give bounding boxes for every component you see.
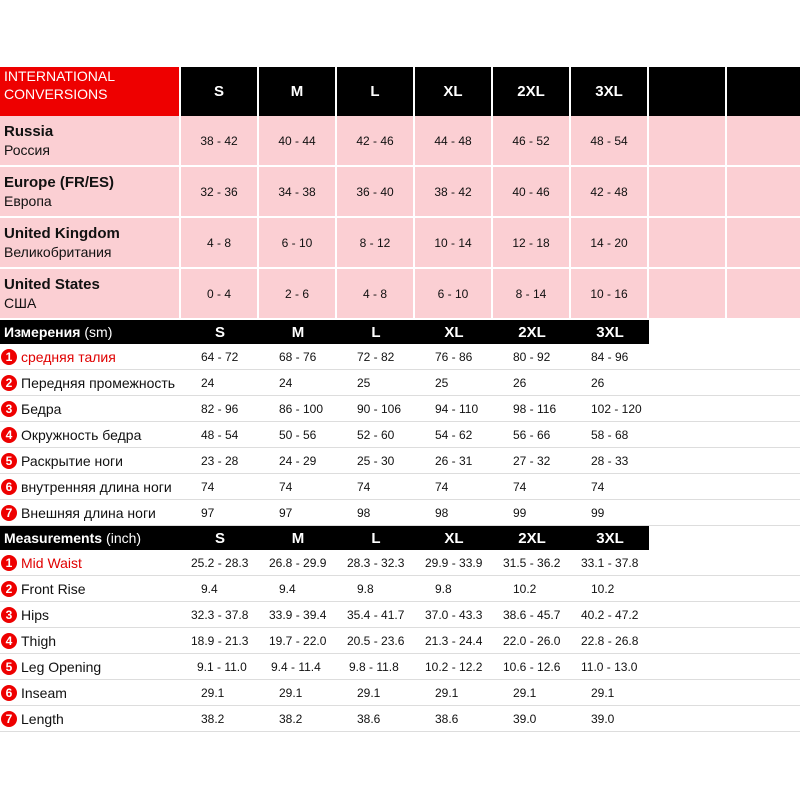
country-name-ru: Европа [4, 192, 52, 209]
country-name-ru: США [4, 294, 37, 311]
measurement-value: 31.5 - 36.2 [503, 555, 561, 570]
size-value: 48 - 54 [571, 116, 649, 165]
conversion-row-us [0, 269, 800, 320]
size-value: 2 - 6 [259, 269, 337, 318]
measurement-name: внутренняя длина ноги [21, 478, 172, 495]
size-value: 34 - 38 [259, 167, 337, 216]
size-header-l: L [371, 323, 381, 341]
measurement-value: 99 [591, 505, 605, 520]
measurement-name: средняя талия [21, 348, 116, 365]
measurement-value: 74 [513, 479, 527, 494]
measurement-name: Thigh [21, 632, 57, 649]
size-value: 8 - 14 [493, 269, 571, 318]
size-value: 4 - 8 [181, 218, 259, 267]
measurement-value: 38.6 [435, 711, 459, 726]
measurement-name: Hips [21, 606, 50, 623]
measurement-label [0, 654, 181, 679]
measurement-value: 28 - 33 [591, 453, 629, 468]
measurement-value: 56 - 66 [513, 427, 551, 442]
measurement-value: 86 - 100 [279, 401, 324, 416]
measurement-name: Inseam [21, 684, 67, 701]
section-unit: (sm) [84, 324, 113, 340]
measurement-value: 28.3 - 32.3 [347, 555, 405, 570]
measurement-row [0, 680, 800, 706]
size-header-s: S [214, 529, 225, 547]
size-header-l: L [371, 529, 381, 547]
empty-cell [727, 269, 800, 318]
number-badge-icon: 5 [1, 453, 17, 469]
country-name: Europe (FR/ES) [4, 173, 115, 191]
size-header-3xl: 3XL [571, 67, 649, 116]
measurement-value: 21.3 - 24.4 [425, 633, 483, 648]
measurement-value: 38.2 [201, 711, 225, 726]
number-badge-icon: 5 [1, 659, 17, 675]
size-header-xl: XL [444, 323, 464, 341]
empty-cell [649, 218, 727, 267]
size-header-3xl: 3XL [596, 529, 624, 547]
measurement-value: 19.7 - 22.0 [269, 633, 327, 648]
conversion-label [0, 167, 181, 216]
measurement-label [0, 448, 181, 473]
measurement-value: 10.2 [591, 581, 615, 596]
measurement-value: 25 - 30 [357, 453, 395, 468]
measurement-value: 48 - 54 [201, 427, 239, 442]
measurement-name: Leg Opening [21, 658, 102, 675]
measurement-row [0, 474, 800, 500]
size-header-m: M [291, 529, 305, 547]
size-value: 38 - 42 [415, 167, 493, 216]
size-value: 10 - 16 [571, 269, 649, 318]
measurement-value: 9.8 [357, 581, 374, 596]
measurement-value: 9.8 - 11.8 [349, 659, 399, 674]
measurement-value: 25 [435, 375, 449, 390]
measurement-value: 24 [201, 375, 215, 390]
measurement-label [0, 550, 181, 575]
measurement-row [0, 706, 800, 732]
conversions-title-line2: CONVERSIONS [4, 86, 108, 102]
measurement-value: 52 - 60 [357, 427, 395, 442]
size-header-2xl: 2XL [493, 67, 571, 116]
measurement-value: 99 [513, 505, 527, 520]
size-header-l: L [337, 67, 415, 116]
measurement-value: 25.2 - 28.3 [191, 555, 249, 570]
measurement-value: 74 [591, 479, 605, 494]
section-unit: (inch) [106, 530, 142, 546]
measurement-value: 27 - 32 [513, 453, 551, 468]
measurement-value: 37.0 - 43.3 [425, 607, 483, 622]
empty-cell [727, 167, 800, 216]
size-value: 46 - 52 [493, 116, 571, 165]
number-badge-icon: 1 [1, 555, 17, 571]
measurement-label [0, 680, 181, 705]
measurement-value: 94 - 110 [435, 401, 479, 416]
measurement-name: Передняя промежность [21, 374, 176, 391]
size-chart [0, 67, 800, 732]
country-name: United States [4, 275, 100, 293]
measurement-value: 97 [201, 505, 215, 520]
conversion-row-russia [0, 116, 800, 167]
conversion-row-europe [0, 167, 800, 218]
number-badge-icon: 2 [1, 375, 17, 391]
measurement-value: 11.0 - 13.0 [581, 659, 638, 674]
measurement-value: 22.0 - 26.0 [503, 633, 561, 648]
size-header-2xl: 2XL [518, 323, 546, 341]
measurement-name: Окружность бедра [21, 426, 142, 443]
measurement-value: 98 - 116 [513, 401, 557, 416]
measurement-row [0, 500, 800, 526]
empty-header-cell [649, 526, 800, 550]
size-value: 6 - 10 [259, 218, 337, 267]
measurement-name: Length [21, 710, 64, 727]
number-badge-icon: 7 [1, 505, 17, 521]
measurement-name: Раскрытие ноги [21, 452, 123, 469]
conversion-row-uk [0, 218, 800, 269]
measurement-value: 64 - 72 [201, 349, 239, 364]
number-badge-icon: 3 [1, 401, 17, 417]
measurement-row [0, 602, 800, 628]
measurement-value: 40.2 - 47.2 [581, 607, 639, 622]
conversion-label [0, 269, 181, 318]
measurement-label [0, 628, 181, 653]
measurement-name: Front Rise [21, 580, 86, 597]
number-badge-icon: 6 [1, 685, 17, 701]
measurement-value: 33.1 - 37.8 [581, 555, 639, 570]
measurement-value: 50 - 56 [279, 427, 317, 442]
size-value: 10 - 14 [415, 218, 493, 267]
measurement-value: 90 - 106 [357, 401, 402, 416]
measurement-label [0, 602, 181, 627]
empty-cell [649, 167, 727, 216]
section-title: Measurements [4, 530, 103, 546]
size-value: 42 - 48 [571, 167, 649, 216]
empty-cell [727, 218, 800, 267]
measurement-name: Внешняя длина ноги [21, 504, 156, 521]
size-header-xl: XL [415, 67, 493, 116]
measurement-value: 32.3 - 37.8 [191, 607, 249, 622]
measurement-value: 18.9 - 21.3 [191, 633, 249, 648]
measurement-value: 26 [513, 375, 527, 390]
size-header-2xl: 2XL [518, 529, 546, 547]
measurement-value: 74 [201, 479, 215, 494]
number-badge-icon: 4 [1, 633, 17, 649]
measurement-value: 98 [357, 505, 371, 520]
measurement-value: 22.8 - 26.8 [581, 633, 639, 648]
measurement-value: 84 - 96 [591, 349, 629, 364]
size-value: 44 - 48 [415, 116, 493, 165]
size-value: 40 - 46 [493, 167, 571, 216]
measurement-value: 54 - 62 [435, 427, 473, 442]
measurement-value: 10.2 - 12.2 [425, 659, 483, 674]
size-value: 14 - 20 [571, 218, 649, 267]
measurement-value: 29.1 [357, 685, 381, 700]
measurement-value: 38.6 - 45.7 [503, 607, 561, 622]
measurement-label [0, 370, 181, 395]
empty-header-cell [727, 67, 800, 116]
country-name: Russia [4, 122, 54, 140]
measurement-row [0, 370, 800, 396]
measurement-value: 9.4 [201, 581, 218, 596]
country-name: United Kingdom [4, 224, 120, 242]
size-header-m: M [291, 323, 305, 341]
measurement-value: 74 [435, 479, 449, 494]
measurement-label [0, 344, 181, 369]
measurement-value: 29.1 [591, 685, 615, 700]
measurement-label [0, 706, 181, 731]
measurement-row [0, 654, 800, 680]
measurement-value: 24 - 29 [279, 453, 317, 468]
empty-header-cell [649, 67, 727, 116]
measurement-row [0, 576, 800, 602]
size-header-3xl: 3XL [596, 323, 624, 341]
size-value: 0 - 4 [181, 269, 259, 318]
empty-cell [649, 116, 727, 165]
measurement-value: 26 [591, 375, 605, 390]
measurement-value: 80 - 92 [513, 349, 551, 364]
number-badge-icon: 3 [1, 607, 17, 623]
measurement-value: 35.4 - 41.7 [347, 607, 405, 622]
size-value: 4 - 8 [337, 269, 415, 318]
number-badge-icon: 1 [1, 349, 17, 365]
measurement-value: 98 [435, 505, 449, 520]
number-badge-icon: 4 [1, 427, 17, 443]
measurement-value: 23 - 28 [201, 453, 239, 468]
measurement-value: 38.6 [357, 711, 381, 726]
size-value: 38 - 42 [181, 116, 259, 165]
size-header-s: S [181, 67, 259, 116]
conversions-title [0, 67, 181, 116]
measurement-value: 29.1 [279, 685, 303, 700]
measurement-value: 26 - 31 [435, 453, 473, 468]
size-value: 40 - 44 [259, 116, 337, 165]
russian-measurements-header [0, 320, 800, 344]
measurement-value: 72 - 82 [357, 349, 395, 364]
measurement-row [0, 422, 800, 448]
measurement-value: 29.1 [201, 685, 225, 700]
measurement-row [0, 448, 800, 474]
measurement-value: 9.4 [279, 581, 296, 596]
english-measurements-title [0, 526, 181, 550]
conversion-label [0, 116, 181, 165]
measurement-value: 76 - 86 [435, 349, 473, 364]
number-badge-icon: 6 [1, 479, 17, 495]
measurement-row [0, 344, 800, 370]
size-value: 36 - 40 [337, 167, 415, 216]
measurement-row [0, 396, 800, 422]
empty-cell [649, 269, 727, 318]
measurement-row [0, 628, 800, 654]
measurement-value: 10.2 [513, 581, 537, 596]
size-header-s: S [214, 323, 225, 341]
measurement-value: 33.9 - 39.4 [269, 607, 327, 622]
measurement-name: Бедра [21, 400, 62, 417]
measurement-value: 74 [279, 479, 293, 494]
country-name-ru: Великобритания [4, 243, 112, 260]
measurement-value: 25 [357, 375, 371, 390]
size-value: 6 - 10 [415, 269, 493, 318]
measurement-value: 9.4 - 11.4 [271, 659, 321, 674]
size-header-m: M [259, 67, 337, 116]
measurement-value: 9.8 [435, 581, 452, 596]
conversion-label [0, 218, 181, 267]
measurement-row [0, 550, 800, 576]
size-value: 12 - 18 [493, 218, 571, 267]
empty-header-cell [649, 320, 800, 344]
russian-measurements-title [0, 320, 181, 344]
conversions-title-line1: INTERNATIONAL [4, 68, 115, 84]
measurement-value: 39.0 [513, 711, 537, 726]
measurement-value: 10.6 - 12.6 [503, 659, 561, 674]
measurement-value: 74 [357, 479, 371, 494]
size-value: 42 - 46 [337, 116, 415, 165]
measurement-value: 24 [279, 375, 293, 390]
measurement-value: 29.1 [513, 685, 537, 700]
size-value: 8 - 12 [337, 218, 415, 267]
measurement-label [0, 576, 181, 601]
country-name-ru: Россия [4, 141, 50, 158]
measurement-value: 39.0 [591, 711, 615, 726]
measurement-value: 29.1 [435, 685, 459, 700]
measurement-label [0, 500, 181, 525]
measurement-value: 97 [279, 505, 293, 520]
empty-cell [727, 116, 800, 165]
size-header-xl: XL [444, 529, 464, 547]
number-badge-icon: 2 [1, 581, 17, 597]
measurement-label [0, 396, 181, 421]
measurement-value: 20.5 - 23.6 [347, 633, 405, 648]
section-title: Измерения [4, 324, 81, 340]
measurement-value: 26.8 - 29.9 [269, 555, 327, 570]
measurement-value: 68 - 76 [279, 349, 317, 364]
conversions-header-row [0, 67, 800, 116]
measurement-value: 29.9 - 33.9 [425, 555, 483, 570]
measurement-value: 58 - 68 [591, 427, 629, 442]
measurement-value: 102 - 120 [591, 401, 642, 416]
measurement-value: 82 - 96 [201, 401, 239, 416]
size-value: 32 - 36 [181, 167, 259, 216]
measurement-value: 38.2 [279, 711, 303, 726]
number-badge-icon: 7 [1, 711, 17, 727]
english-measurements-header [0, 526, 800, 550]
measurement-name: Mid Waist [21, 554, 82, 571]
measurement-value: 9.1 - 11.0 [197, 659, 247, 674]
measurement-label [0, 474, 181, 499]
measurement-label [0, 422, 181, 447]
